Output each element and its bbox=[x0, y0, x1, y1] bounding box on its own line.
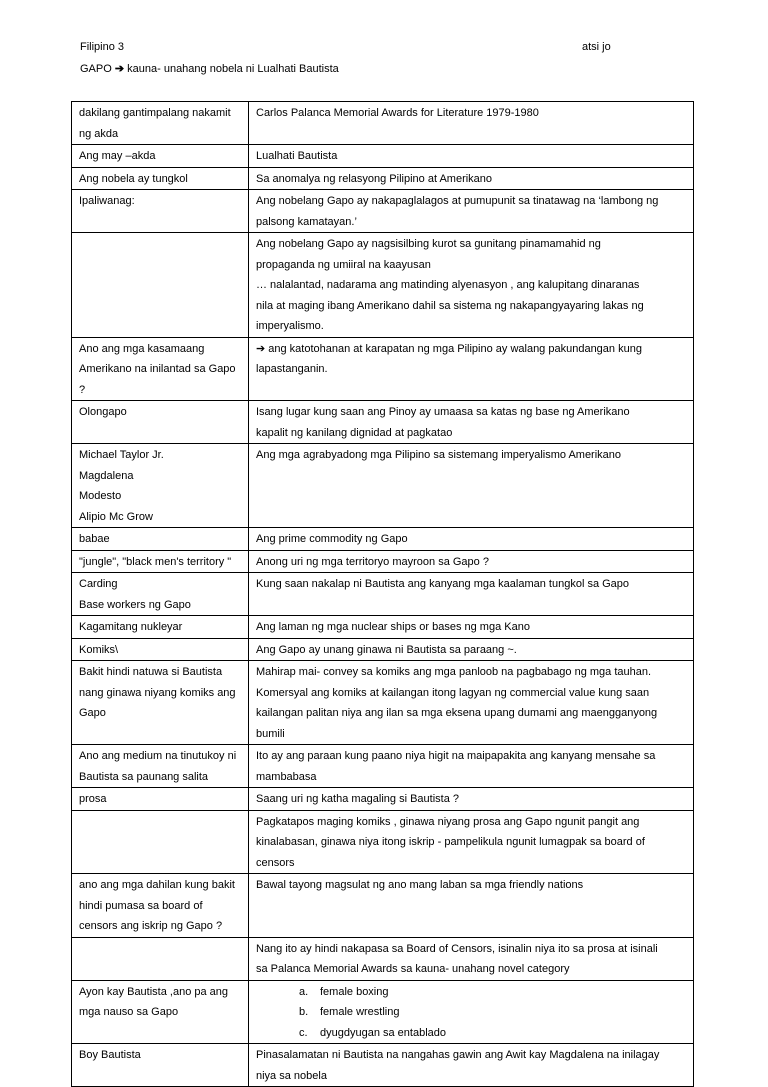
description-line: kinalabasan, ginawa niya itong iskrip - pampelikula ngunit lumagpak sa board of bbox=[256, 836, 645, 848]
term-line: ? bbox=[79, 383, 86, 396]
term-line: Alipio Mc Grow bbox=[79, 510, 153, 523]
term-line: prosa bbox=[79, 793, 107, 805]
course-label: Filipino 3 bbox=[80, 41, 125, 53]
term-cell bbox=[72, 616, 249, 639]
term-line: Ayon kay Bautista ,ano pa ang bbox=[79, 985, 229, 998]
term-cell bbox=[72, 573, 249, 616]
description-cell bbox=[249, 661, 694, 745]
list-text: female boxing bbox=[320, 985, 389, 998]
term-cell bbox=[72, 550, 249, 573]
description-line: bumili bbox=[256, 727, 285, 740]
description-line: imperyalismo. bbox=[256, 320, 324, 332]
table-row bbox=[72, 616, 694, 639]
table-row bbox=[72, 550, 694, 573]
term-line: Ang may –akda bbox=[79, 150, 156, 162]
term-line: Ano ang medium na tinutukoy ni bbox=[79, 750, 237, 762]
list-item bbox=[299, 982, 687, 1003]
term-line: Amerikano na inilantad sa Gapo bbox=[79, 363, 236, 375]
description-cell bbox=[249, 528, 694, 551]
term-cell bbox=[72, 874, 249, 938]
notes-table bbox=[71, 101, 694, 1087]
term-line: Magdalena bbox=[79, 469, 134, 482]
term-line: censors ang iskrip ng Gapo ? bbox=[79, 920, 223, 932]
term-line: Modesto bbox=[79, 490, 122, 502]
term-cell bbox=[72, 528, 249, 551]
term-cell bbox=[72, 810, 249, 874]
term-cell bbox=[72, 788, 249, 811]
description-line: Komersyal ang komiks at kailangan itong lagyan ng commercial value kung saan bbox=[256, 686, 650, 699]
description-cell bbox=[249, 638, 694, 661]
table-row bbox=[72, 444, 694, 528]
description-line: Ang Gapo ay unang ginawa ni Bautista sa paraang ~. bbox=[256, 643, 517, 656]
description-line: Carlos Palanca Memorial Awards for Literature 1979-1980 bbox=[256, 107, 539, 119]
term-cell bbox=[72, 233, 249, 338]
description-cell bbox=[249, 937, 694, 980]
term-cell bbox=[72, 102, 249, 145]
description-line: kailangan palitan niya ang ilan sa mga eksena upang dumami ang maengganyong bbox=[256, 707, 658, 719]
document-title bbox=[80, 62, 339, 75]
description-line: sa Palanca Memorial Awards sa kauna- unahang novel category bbox=[256, 963, 570, 975]
term-line: mga nauso sa Gapo bbox=[79, 1006, 179, 1018]
title-right: kauna- unahang nobela ni Lualhati Bautista bbox=[127, 63, 339, 75]
term-cell bbox=[72, 167, 249, 190]
description-line: Sa anomalya ng relasyong Pilipino at Amerikano bbox=[256, 172, 493, 185]
list-text: female wrestling bbox=[320, 1006, 400, 1018]
description-line: Mahirap mai- convey sa komiks ang mga panloob na pagbabago ng mga tauhan. bbox=[256, 666, 652, 678]
description-line: Ang laman ng mga nuclear ships or bases ng mga Kano bbox=[256, 621, 530, 633]
description-line: nila at maging ibang Amerikano dahil sa sistema ng nakapangyayaring lakas ng bbox=[256, 299, 644, 312]
description-line: censors bbox=[256, 856, 295, 869]
list-marker: a. bbox=[299, 985, 309, 998]
term-cell bbox=[72, 745, 249, 788]
term-cell bbox=[72, 145, 249, 168]
list-item bbox=[299, 1002, 687, 1023]
description-cell bbox=[249, 190, 694, 233]
title-left: GAPO bbox=[80, 63, 112, 75]
term-line: Carding bbox=[79, 578, 118, 590]
list-marker: b. bbox=[299, 1006, 309, 1018]
table-row bbox=[72, 980, 694, 1044]
table-row bbox=[72, 145, 694, 168]
table-row bbox=[72, 745, 694, 788]
description-line: Pagkatapos maging komiks , ginawa niyang prosa ang Gapo ngunit pangit ang bbox=[256, 815, 640, 828]
description-cell bbox=[249, 102, 694, 145]
description-line: mambabasa bbox=[256, 770, 317, 783]
term-line: Olongapo bbox=[79, 406, 127, 418]
table-row bbox=[72, 167, 694, 190]
description-line: Ito ay ang paraan kung paano niya higit na maipapakita ang kanyang mensahe sa bbox=[256, 750, 656, 762]
description-line: Ang mga agrabyadong mga Pilipino sa sistemang imperyalismo Amerikano bbox=[256, 449, 622, 461]
term-line: Ang nobela ay tungkol bbox=[79, 172, 188, 185]
description-line: ➔ ang katotohanan at karapatan ng mga Pilipino ay walang pakundangan kung bbox=[256, 342, 642, 355]
description-line: palsong kamatayan.’ bbox=[256, 215, 357, 228]
term-line: hindi pumasa sa board of bbox=[79, 899, 203, 912]
term-cell bbox=[72, 937, 249, 980]
table-row bbox=[72, 573, 694, 616]
description-line: kapalit ng kanilang dignidad at pagkatao bbox=[256, 426, 453, 439]
table-row bbox=[72, 102, 694, 145]
description-cell bbox=[249, 788, 694, 811]
author-label: atsi jo bbox=[582, 41, 611, 53]
description-line: propaganda ng umiiral na kaayusan bbox=[256, 258, 431, 271]
description-line: Nang ito ay hindi nakapasa sa Board of Censors, isinalin niya ito sa prosa at isinali bbox=[256, 942, 658, 955]
term-line: nang ginawa niyang komiks ang bbox=[79, 686, 236, 699]
table-row bbox=[72, 937, 694, 980]
description-line: … nalalantad, nadarama ang matinding alyenasyon , ang kalupitang dinaranas bbox=[256, 279, 640, 291]
table-row bbox=[72, 190, 694, 233]
table-row bbox=[72, 810, 694, 874]
description-cell bbox=[249, 810, 694, 874]
description-line: Bawal tayong magsulat ng ano mang laban sa mga friendly nations bbox=[256, 879, 584, 891]
table-row bbox=[72, 401, 694, 444]
table-row bbox=[72, 788, 694, 811]
term-line: Bautista sa paunang salita bbox=[79, 770, 209, 783]
term-cell bbox=[72, 444, 249, 528]
description-cell bbox=[249, 573, 694, 616]
description-cell bbox=[249, 233, 694, 338]
term-line: dakilang gantimpalang nakamit bbox=[79, 107, 231, 119]
list-marker: c. bbox=[299, 1026, 308, 1039]
description-line: Ang prime commodity ng Gapo bbox=[256, 533, 408, 545]
description-cell bbox=[249, 980, 694, 1044]
description-cell bbox=[249, 550, 694, 573]
description-cell bbox=[249, 401, 694, 444]
term-line: babae bbox=[79, 533, 110, 545]
list-item bbox=[299, 1023, 687, 1044]
term-cell bbox=[72, 638, 249, 661]
description-cell bbox=[249, 1044, 694, 1087]
table-row bbox=[72, 528, 694, 551]
arrow-icon: ➔ bbox=[114, 63, 125, 75]
term-line: Kagamitang nukleyar bbox=[79, 621, 183, 633]
term-cell bbox=[72, 337, 249, 401]
term-line: ano ang mga dahilan kung bakit bbox=[79, 879, 235, 891]
description-line: Ang nobelang Gapo ay nagsisilbing kurot sa gunitang pinamamahid ng bbox=[256, 238, 601, 250]
list-text: dyugdyugan sa entablado bbox=[320, 1026, 446, 1039]
term-line: Base workers ng Gapo bbox=[79, 598, 191, 611]
lettered-list bbox=[256, 982, 687, 1044]
term-cell bbox=[72, 661, 249, 745]
term-line: Ipaliwanag: bbox=[79, 195, 135, 207]
description-line: lapastanganin. bbox=[256, 363, 328, 375]
term-cell bbox=[72, 401, 249, 444]
description-cell bbox=[249, 337, 694, 401]
description-line: Saang uri ng katha magaling si Bautista ? bbox=[256, 793, 460, 805]
description-cell bbox=[249, 745, 694, 788]
table-row bbox=[72, 1044, 694, 1087]
description-cell bbox=[249, 167, 694, 190]
description-line: Lualhati Bautista bbox=[256, 150, 338, 162]
description-line: Pinasalamatan ni Bautista na nangahas gawin ang Awit kay Magdalena na inilagay bbox=[256, 1049, 660, 1061]
description-cell bbox=[249, 145, 694, 168]
table-row bbox=[72, 874, 694, 938]
term-line: "jungle", "black men's territory " bbox=[79, 555, 232, 568]
term-line: Bakit hindi natuwa si Bautista bbox=[79, 666, 223, 678]
table-row bbox=[72, 337, 694, 401]
description-cell bbox=[249, 616, 694, 639]
term-line: Michael Taylor Jr. bbox=[79, 449, 164, 461]
description-cell bbox=[249, 874, 694, 938]
term-line: Ano ang mga kasamaang bbox=[79, 342, 205, 355]
term-cell bbox=[72, 1044, 249, 1087]
term-cell bbox=[72, 980, 249, 1044]
term-line: ng akda bbox=[79, 127, 119, 140]
description-line: niya sa nobela bbox=[256, 1069, 327, 1082]
description-line: Isang lugar kung saan ang Pinoy ay umaasa sa katas ng base ng Amerikano bbox=[256, 406, 630, 418]
description-line: Anong uri ng mga territoryo mayroon sa Gapo ? bbox=[256, 555, 489, 568]
table-row bbox=[72, 638, 694, 661]
table-row bbox=[72, 661, 694, 745]
term-line: Boy Bautista bbox=[79, 1049, 141, 1061]
table-row bbox=[72, 233, 694, 338]
term-cell bbox=[72, 190, 249, 233]
term-line: Gapo bbox=[79, 707, 106, 719]
term-line: Komiks\ bbox=[79, 643, 119, 656]
description-line: Ang nobelang Gapo ay nakapaglalagos at pumupunit sa tinatawag na ‘lambong ng bbox=[256, 195, 659, 207]
description-cell bbox=[249, 444, 694, 528]
description-line: Kung saan nakalap ni Bautista ang kanyang mga kaalaman tungkol sa Gapo bbox=[256, 578, 630, 590]
